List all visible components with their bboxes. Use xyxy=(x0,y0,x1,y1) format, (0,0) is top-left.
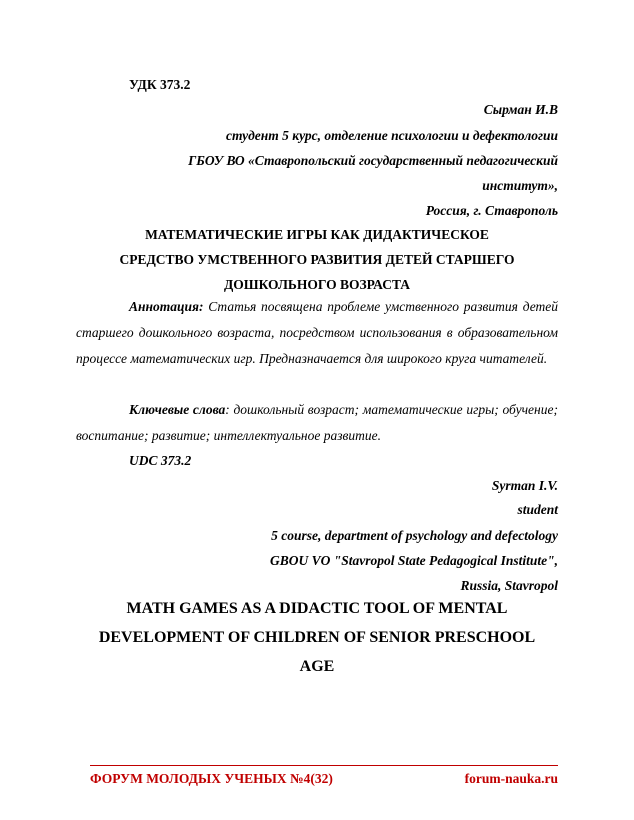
title-en-line3: AGE xyxy=(299,658,335,675)
annotation-label: Аннотация: xyxy=(129,299,204,314)
institution-en: GBOU VO "Stavropol State Pedagogical Institute", xyxy=(269,553,558,568)
location-ru: Россия, г. Ставрополь xyxy=(425,203,558,218)
keywords-label: Ключевые слова xyxy=(129,402,226,417)
annotation-paragraph xyxy=(76,294,558,372)
location-en: Russia, Stavropol xyxy=(460,578,558,593)
udk-code: УДК 373.2 xyxy=(129,77,191,92)
author-position-en: 5 course, department of psychology and defectology xyxy=(271,528,558,543)
footer-journal: ФОРУМ МОЛОДЫХ УЧЕНЫХ №4(32) xyxy=(90,771,333,786)
institution-ru-line2: институт», xyxy=(482,178,558,193)
institution-ru-line1: ГБОУ ВО «Ставропольский государственный педагогический xyxy=(188,153,558,168)
title-ru-line1: МАТЕМАТИЧЕСКИЕ ИГРЫ КАК ДИДАКТИЧЕСКОЕ xyxy=(145,227,489,242)
keywords-paragraph xyxy=(76,397,558,449)
annotation-text: Статья посвящена проблеме умственного развития детей старшего дошкольного возраста, посредством использования в образовательном процессе математических игр. Предназначается для широкого круга читателей. xyxy=(76,299,558,366)
title-ru-line3: ДОШКОЛЬНОГО ВОЗРАСТА xyxy=(223,277,411,292)
author-name-en: Syrman I.V. xyxy=(491,478,558,493)
udc-code: UDC 373.2 xyxy=(129,453,192,468)
footer-site-link[interactable]: forum-nauka.ru xyxy=(464,771,558,786)
author-role-en: student xyxy=(517,502,558,517)
keywords-text: : дошкольный возраст; математические игры; обучение; воспитание; развитие; интеллектуальное развитие. xyxy=(76,402,558,443)
author-position-ru: студент 5 курс, отделение психологии и дефектологии xyxy=(225,128,558,143)
title-en-line2: DEVELOPMENT OF CHILDREN OF SENIOR PRESCHOOL xyxy=(98,629,536,646)
footer-divider xyxy=(90,765,558,766)
author-name-ru: Сырман И.В xyxy=(483,102,558,117)
title-en-line1: MATH GAMES AS A DIDACTIC TOOL OF MENTAL xyxy=(126,600,508,617)
title-ru-line2: СРЕДСТВО УМСТВЕННОГО РАЗВИТИЯ ДЕТЕЙ СТАРШЕГО xyxy=(119,252,515,267)
